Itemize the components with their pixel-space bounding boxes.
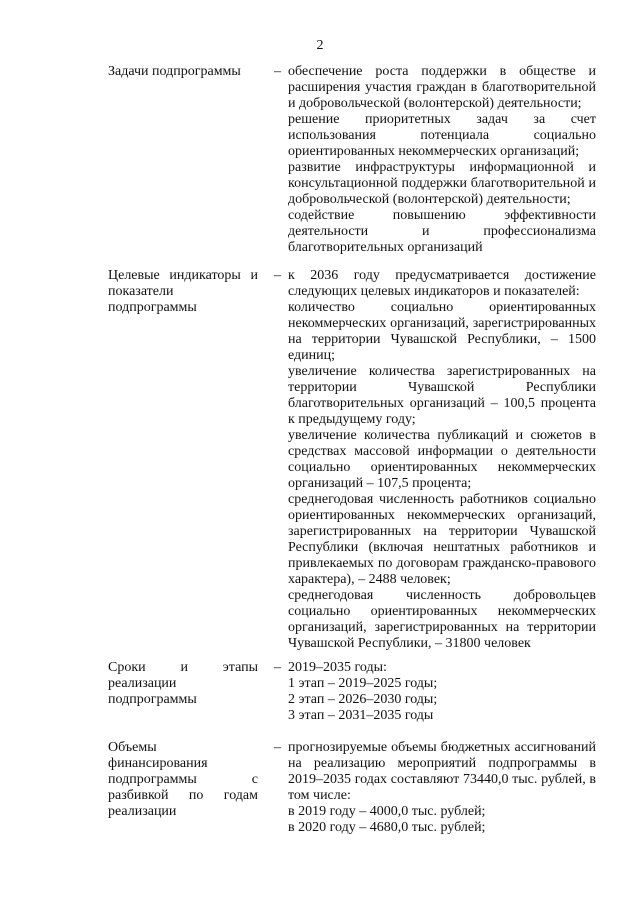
- stage-line: 3 этап – 2031–2035 годы: [288, 708, 434, 723]
- row-dash: –: [274, 740, 281, 755]
- row-dash: –: [274, 64, 281, 79]
- paragraph: количество социально ориентированных некоммерческих организаций, зарегистрированных на территории Чувашской Республики, – 1500 единиц;: [288, 300, 596, 363]
- row-label: Объемы финансирования подпрограммы с разбивкой по годам реализации: [108, 740, 258, 819]
- row-content: [288, 268, 596, 652]
- stage-line: 2019–2035 годы:: [288, 660, 387, 675]
- row-label: Задачи подпрограммы: [108, 64, 241, 79]
- paragraph: обеспечение роста поддержки в обществе и расширения участия граждан в благотворительной и добровольческой (волонтерской) деятельности;: [288, 64, 596, 111]
- paragraph: содействие повышению эффективности деятельности и профессионализма благотворительных организаций: [288, 208, 596, 255]
- row-dash: –: [274, 660, 281, 675]
- funding-year-line: в 2020 году – 4680,0 тыс. рублей;: [288, 820, 486, 835]
- paragraph: к 2036 году предусматривается достижение следующих целевых индикаторов и показателей:: [288, 268, 596, 299]
- row-dash: –: [274, 268, 281, 283]
- paragraph: развитие инфраструктуры информационной и консультационной поддержки благотворительной и добровольческой (волонтерской) деятельности;: [288, 160, 596, 207]
- paragraph: прогнозируемые объемы бюджетных ассигнований на реализацию мероприятий подпрограммы в 2019–2035 годах составляют 73440,0 тыс. рублей, в том числе:: [288, 740, 596, 803]
- paragraph: увеличение количества зарегистрированных на территории Чувашской Республики благотворительных организаций – 100,5 процента к предыдущему году;: [288, 364, 596, 427]
- row-content: [288, 64, 596, 256]
- stage-line: 2 этап – 2026–2030 годы;: [288, 692, 438, 707]
- row-label: Целевые индикаторы и показатели подпрограммы: [108, 268, 258, 315]
- paragraph: увеличение количества публикаций и сюжетов в средствах массовой информации о деятельности социально ориентированных некоммерческих организаций – 107,5 процента;: [288, 428, 596, 491]
- paragraph: решение приоритетных задач за счет использования потенциала социально ориентированных некоммерческих организаций;: [288, 112, 596, 159]
- funding-year-line: в 2019 году – 4000,0 тыс. рублей;: [288, 804, 486, 819]
- stage-line: 1 этап – 2019–2025 годы;: [288, 676, 438, 691]
- paragraph: среднегодовая численность добровольцев социально ориентированных некоммерческих организаций, зарегистрированных на территории Чувашской Республики, – 31800 человек: [288, 588, 596, 651]
- row-label: Сроки и этапы реализации подпрограммы: [108, 660, 258, 707]
- paragraph: среднегодовая численность работников социально ориентированных некоммерческих организаций, зарегистрированных на территории Чувашской Республики (включая нештатных работников и привлекаемых по договорам гражданско-правового характера), – 2488 человек;: [288, 492, 596, 587]
- row-content: [288, 740, 596, 836]
- page-number: 2: [316, 38, 324, 53]
- row-content: [288, 660, 596, 724]
